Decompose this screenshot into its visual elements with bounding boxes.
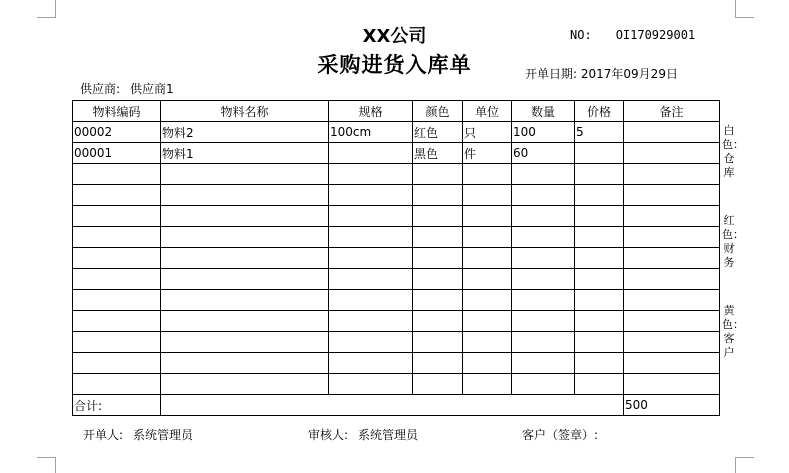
crop-mark-top-left-v (55, 0, 56, 18)
table-cell (575, 143, 624, 164)
column-header: 物料编码 (73, 101, 161, 122)
table-cell (329, 290, 413, 311)
table-cell (512, 374, 575, 395)
table-cell (624, 269, 720, 290)
table-cell (463, 332, 512, 353)
issue-date-label: 开单日期: (525, 67, 578, 81)
table-cell (512, 206, 575, 227)
column-header: 备注 (624, 101, 720, 122)
creator-label: 开单人: (83, 428, 124, 442)
table-cell (624, 122, 720, 143)
table-row (73, 269, 720, 290)
side-note-red: 红色：财务 (722, 214, 744, 269)
doc-number (570, 28, 695, 42)
table-cell (463, 269, 512, 290)
column-header: 数量 (512, 101, 575, 122)
table-row (73, 311, 720, 332)
table-cell: 物料2 (161, 122, 329, 143)
items-table (72, 100, 720, 416)
table-cell (575, 248, 624, 269)
table-cell (463, 374, 512, 395)
table-cell (463, 311, 512, 332)
table-cell (512, 353, 575, 374)
table-cell (413, 164, 463, 185)
table-cell (329, 353, 413, 374)
table-cell (463, 353, 512, 374)
table-row (73, 164, 720, 185)
total-blank (161, 395, 624, 416)
table-cell (413, 269, 463, 290)
crop-mark-bottom-right-v (735, 457, 736, 473)
table-cell (413, 248, 463, 269)
table-cell (413, 311, 463, 332)
table-cell (73, 311, 161, 332)
table-cell (463, 185, 512, 206)
crop-mark-top-right-h (735, 17, 754, 18)
crop-mark-bottom-left-v (55, 457, 56, 473)
table-cell (575, 332, 624, 353)
table-cell (413, 374, 463, 395)
table-cell (575, 164, 624, 185)
table-cell (161, 164, 329, 185)
table-row (73, 227, 720, 248)
table-row (73, 332, 720, 353)
table-cell: 物料1 (161, 143, 329, 164)
table-cell (624, 353, 720, 374)
table-cell (329, 185, 413, 206)
total-label: 合计: (73, 395, 161, 416)
crop-mark-bottom-left-h (37, 457, 56, 458)
table-cell (161, 332, 329, 353)
table-cell (161, 206, 329, 227)
table-cell (161, 374, 329, 395)
table-cell (73, 227, 161, 248)
table-row (73, 185, 720, 206)
table-cell: 只 (463, 122, 512, 143)
table-cell: 件 (463, 143, 512, 164)
table-cell: 60 (512, 143, 575, 164)
doc-number-value: OI170929001 (615, 28, 696, 42)
table-cell (575, 185, 624, 206)
table-cell (329, 248, 413, 269)
table-cell (73, 290, 161, 311)
doc-number-label: NO: (570, 28, 592, 42)
table-cell (624, 143, 720, 164)
crop-mark-top-left-h (37, 17, 56, 18)
table-cell (73, 164, 161, 185)
table-row (73, 122, 720, 143)
table-cell (624, 164, 720, 185)
creator-value: 系统管理员 (133, 428, 194, 442)
table-cell (73, 269, 161, 290)
crop-mark-bottom-right-h (735, 457, 754, 458)
table-cell (73, 332, 161, 353)
supplier (80, 80, 174, 97)
table-cell (161, 353, 329, 374)
table-cell: 100cm (329, 122, 413, 143)
crop-mark-top-right-v (735, 0, 736, 18)
table-cell (73, 353, 161, 374)
table-cell (329, 269, 413, 290)
table-cell (624, 227, 720, 248)
column-header: 颜色 (413, 101, 463, 122)
table-cell: 5 (575, 122, 624, 143)
table-cell (329, 311, 413, 332)
table-row (73, 374, 720, 395)
table-cell: 红色 (413, 122, 463, 143)
table-cell (624, 311, 720, 332)
table-cell (575, 353, 624, 374)
issue-date (525, 65, 678, 82)
reviewer-value: 系统管理员 (358, 428, 419, 442)
table-cell (161, 269, 329, 290)
total-value: 500 (624, 395, 720, 416)
table-cell (512, 248, 575, 269)
column-header: 价格 (575, 101, 624, 122)
customer-signoff (522, 426, 598, 443)
table-cell (575, 290, 624, 311)
table-cell (463, 227, 512, 248)
table-cell (624, 332, 720, 353)
table-cell (161, 227, 329, 248)
supplier-value: 供应商1 (130, 82, 174, 96)
table-cell (463, 290, 512, 311)
table-cell (512, 290, 575, 311)
table-cell: 黑色 (413, 143, 463, 164)
table-cell (329, 227, 413, 248)
table-cell (512, 332, 575, 353)
table-cell (575, 206, 624, 227)
table-cell (161, 185, 329, 206)
table-cell (73, 248, 161, 269)
reviewer-signoff (308, 426, 418, 443)
table-row (73, 248, 720, 269)
table-cell (512, 185, 575, 206)
issue-date-value: 2017年09月29日 (580, 67, 678, 81)
table-cell: 00001 (73, 143, 161, 164)
document-title: 采购进货入库单 (317, 53, 472, 77)
table-row (73, 353, 720, 374)
table-cell (73, 206, 161, 227)
table-cell (413, 332, 463, 353)
table-cell (575, 227, 624, 248)
table-cell (624, 374, 720, 395)
table-cell (161, 311, 329, 332)
table-row (73, 206, 720, 227)
table-row (73, 290, 720, 311)
table-cell (624, 248, 720, 269)
table-cell (575, 269, 624, 290)
table-cell (413, 185, 463, 206)
table-cell (512, 311, 575, 332)
table-cell (624, 206, 720, 227)
reviewer-label: 审核人: (308, 428, 349, 442)
table-cell (73, 374, 161, 395)
table-cell (413, 353, 463, 374)
table-cell (73, 185, 161, 206)
creator-signoff (83, 426, 193, 443)
column-header: 单位 (463, 101, 512, 122)
table-row (73, 143, 720, 164)
table-cell (463, 164, 512, 185)
table-cell (329, 374, 413, 395)
table-cell (512, 164, 575, 185)
table-cell (413, 206, 463, 227)
customer-label: 客户（签章）: (522, 428, 599, 442)
table-cell (624, 185, 720, 206)
table-cell (329, 143, 413, 164)
side-note-yellow: 黄色：客户 (722, 304, 744, 359)
table-cell (329, 206, 413, 227)
table-cell (413, 227, 463, 248)
table-cell (575, 311, 624, 332)
side-note-white: 白色：仓库 (722, 124, 744, 179)
column-header: 规格 (329, 101, 413, 122)
total-row (73, 395, 720, 416)
table-cell (463, 206, 512, 227)
column-header: 物料名称 (161, 101, 329, 122)
table-cell (575, 374, 624, 395)
table-cell (161, 248, 329, 269)
table-cell (512, 269, 575, 290)
table-cell (329, 164, 413, 185)
table-cell (512, 227, 575, 248)
table-header-row (73, 101, 720, 122)
table-cell (463, 248, 512, 269)
table-cell: 100 (512, 122, 575, 143)
table-cell (161, 290, 329, 311)
table-cell: 00002 (73, 122, 161, 143)
table-cell (624, 290, 720, 311)
company-name: XX公司 (362, 26, 427, 47)
table-cell (329, 332, 413, 353)
table-cell (413, 290, 463, 311)
supplier-label: 供应商: (80, 82, 121, 96)
